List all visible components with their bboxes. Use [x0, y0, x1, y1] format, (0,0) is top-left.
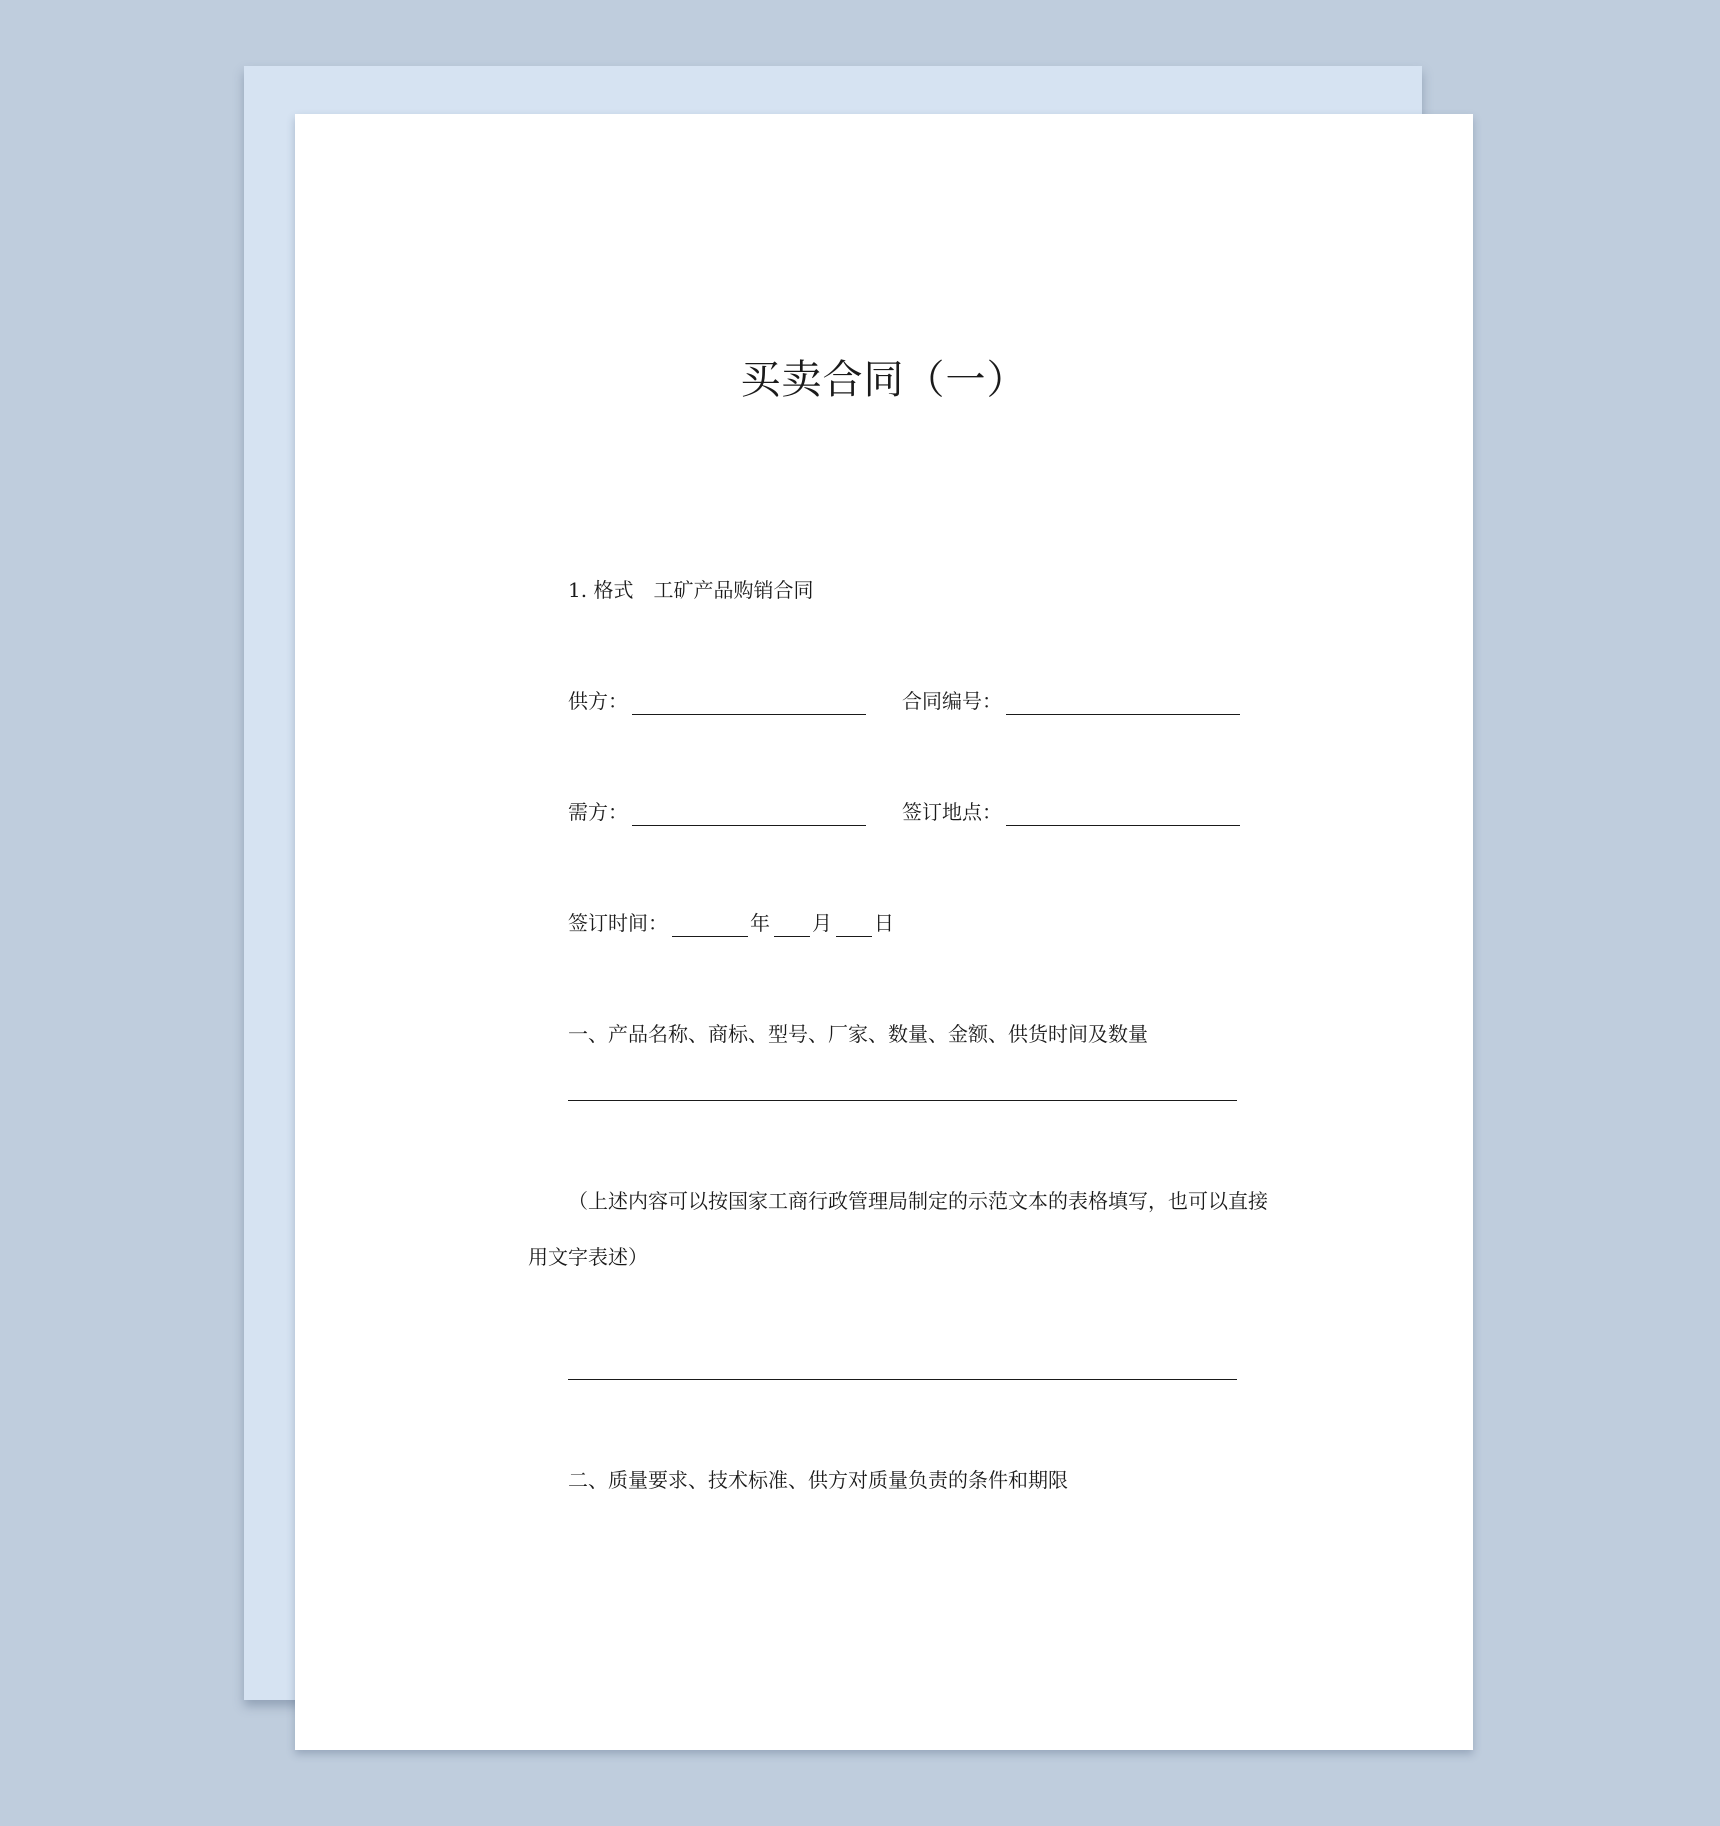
month-blank [774, 914, 810, 937]
day-label: 日 [874, 911, 894, 935]
supplier-blank [632, 692, 866, 715]
contract-number-row [902, 687, 1242, 715]
section-two-heading: 二、质量要求、技术标准、供方对质量负责的条件和期限 [568, 1468, 1068, 1492]
format-line: 1. 格式 工矿产品购销合同 [568, 578, 814, 602]
supplier-label: 供方： [568, 689, 628, 713]
sign-place-label: 签订地点： [902, 800, 1002, 824]
buyer-label: 需方： [568, 800, 628, 824]
section-one-heading: 一、产品名称、商标、型号、厂家、数量、金额、供货时间及数量 [568, 1022, 1148, 1046]
month-label: 月 [812, 911, 832, 935]
buyer-blank [632, 803, 866, 826]
sign-time-label: 签订时间： [568, 911, 668, 935]
note-fill-line [568, 1379, 1237, 1380]
section-one-fill-line [568, 1100, 1237, 1101]
buyer-row [568, 798, 868, 826]
supplier-row [568, 687, 868, 715]
day-blank [836, 914, 872, 937]
contract-number-blank [1006, 692, 1240, 715]
document-page [295, 114, 1473, 1750]
sign-time-row [568, 909, 894, 937]
contract-number-label: 合同编号： [902, 689, 1002, 713]
document-title: 买卖合同（一） [740, 357, 1028, 403]
note-line-1: （上述内容可以按国家工商行政管理局制定的示范文本的表格填写，也可以直接 [568, 1189, 1268, 1213]
sign-place-row [902, 798, 1242, 826]
note-line-2: 用文字表述） [528, 1245, 648, 1269]
year-label: 年 [750, 911, 770, 935]
year-blank [672, 914, 748, 937]
sign-place-blank [1006, 803, 1240, 826]
